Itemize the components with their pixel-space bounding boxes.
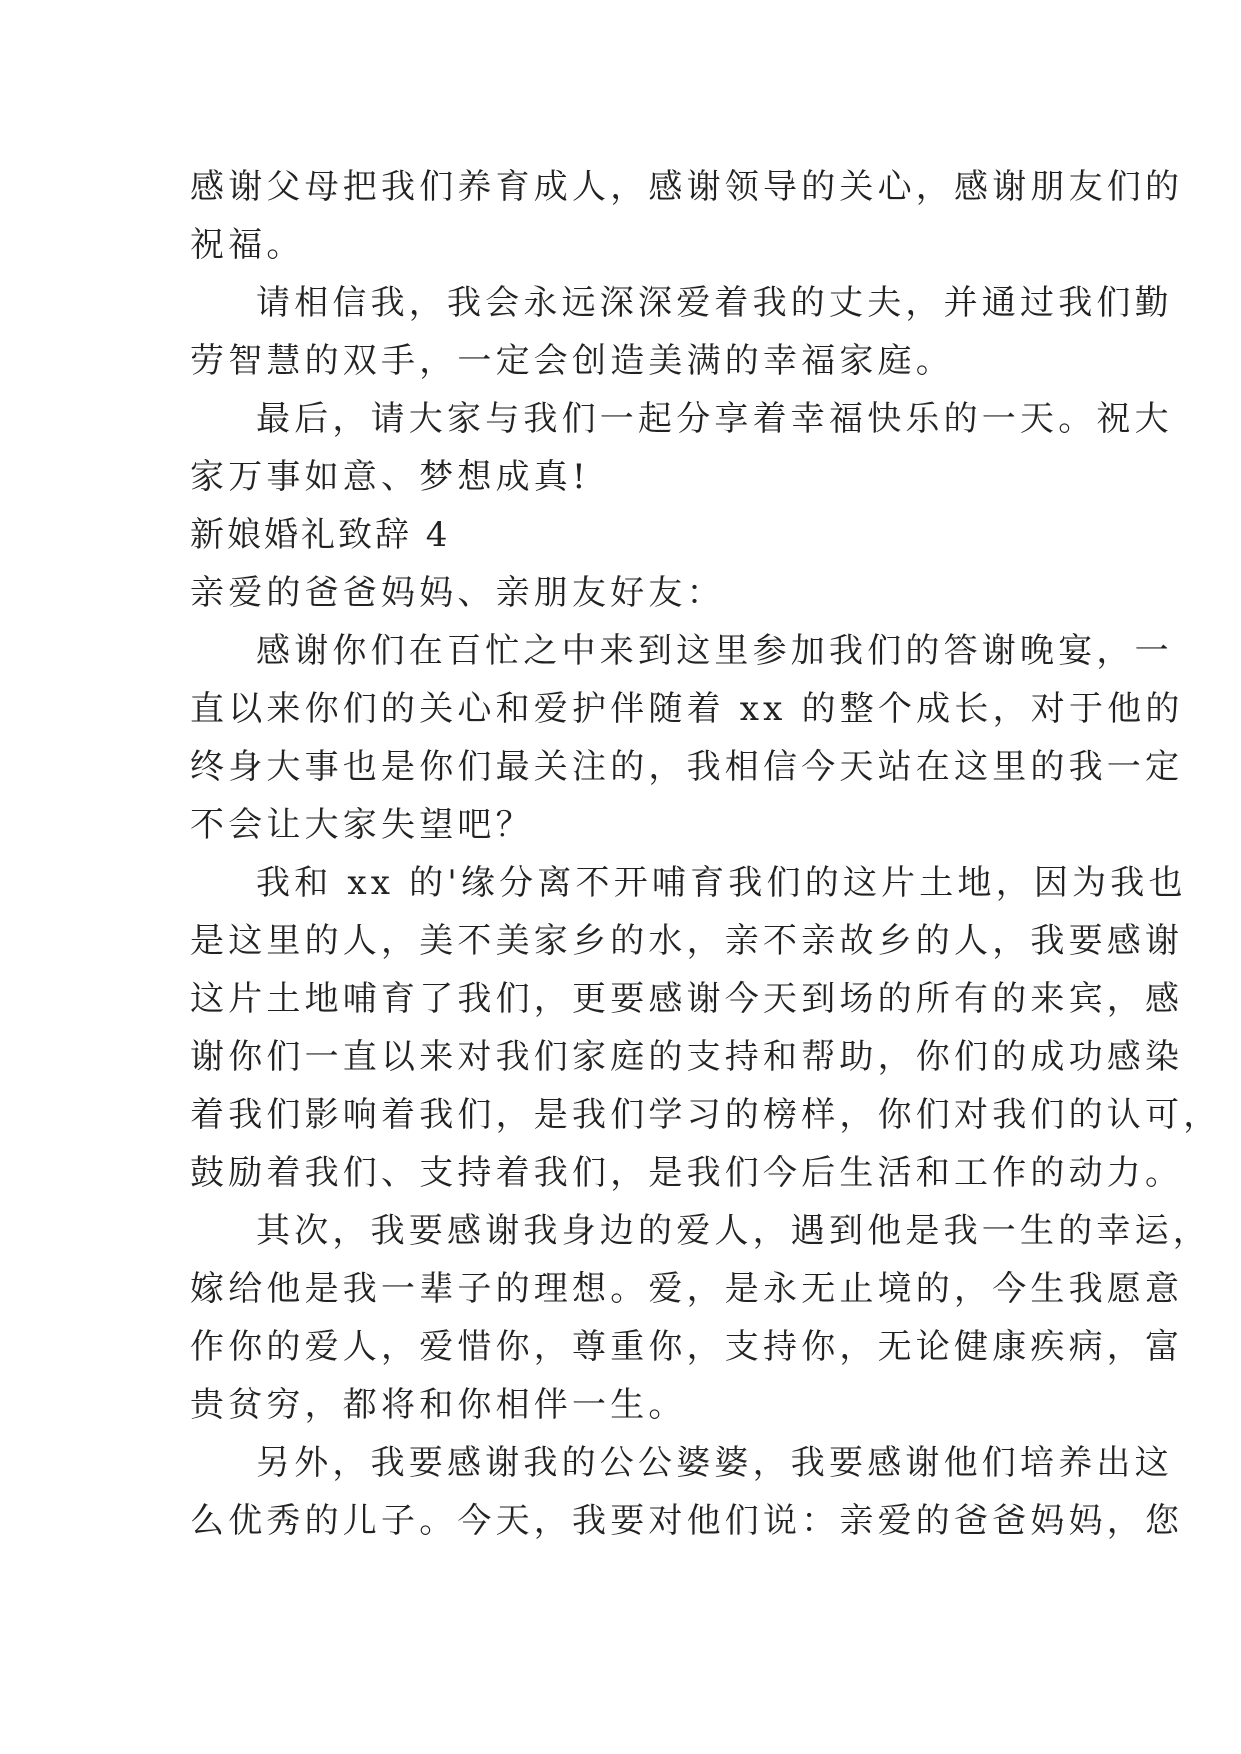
text-line: 祝福。 (190, 225, 305, 265)
paragraph-first-line: 其次，我要感谢我身边的爱人，遇到他是我一生的幸运， (256, 1211, 1211, 1251)
section-heading: 新娘婚礼致辞 4 (190, 515, 451, 555)
text-line: 家万事如意、梦想成真! (190, 457, 590, 497)
text-line: 着我们影响着我们，是我们学习的榜样，你们对我们的认可， (190, 1095, 1222, 1135)
text-line: 不会让大家失望吧？ (190, 805, 534, 845)
text-line: 谢你们一直以来对我们家庭的支持和帮助，你们的成功感染 (190, 1037, 1184, 1077)
text-line: 么优秀的儿子。今天，我要对他们说：亲爱的爸爸妈妈，您 (190, 1501, 1184, 1541)
text-line: 是这里的人，美不美家乡的水，亲不亲故乡的人，我要感谢 (190, 921, 1184, 961)
text-line: 劳智慧的双手，一定会创造美满的幸福家庭。 (190, 341, 954, 381)
text-line: 鼓励着我们、支持着我们，是我们今后生活和工作的动力。 (190, 1153, 1184, 1193)
document-body (190, 158, 1222, 1550)
text-line: 直以来你们的关心和爱护伴随着 xx 的整个成长，对于他的 (190, 689, 1184, 729)
text-line: 嫁给他是我一辈子的理想。爱，是永无止境的，今生我愿意 (190, 1269, 1184, 1309)
paragraph-first-line: 另外，我要感谢我的公公婆婆，我要感谢他们培养出这 (256, 1443, 1173, 1483)
text-line: 这片土地哺育了我们，更要感谢今天到场的所有的来宾，感 (190, 979, 1184, 1019)
text-line: 贵贫穷，都将和你相伴一生。 (190, 1385, 687, 1425)
salutation: 亲爱的爸爸妈妈、亲朋友好友： (190, 573, 725, 613)
text-line: 感谢父母把我们养育成人，感谢领导的关心，感谢朋友们的 (190, 167, 1184, 207)
paragraph-first-line: 请相信我，我会永远深深爱着我的丈夫，并通过我们勤 (256, 283, 1173, 323)
paragraph-first-line: 最后，请大家与我们一起分享着幸福快乐的一天。祝大 (256, 399, 1173, 439)
paragraph-first-line: 感谢你们在百忙之中来到这里参加我们的答谢晚宴，一 (256, 631, 1173, 671)
text-line: 作你的爱人，爱惜你，尊重你，支持你，无论健康疾病，富 (190, 1327, 1184, 1367)
paragraph-first-line: 我和 xx 的'缘分离不开哺育我们的这片土地，因为我也 (256, 863, 1187, 903)
text-line: 终身大事也是你们最关注的，我相信今天站在这里的我一定 (190, 747, 1184, 787)
